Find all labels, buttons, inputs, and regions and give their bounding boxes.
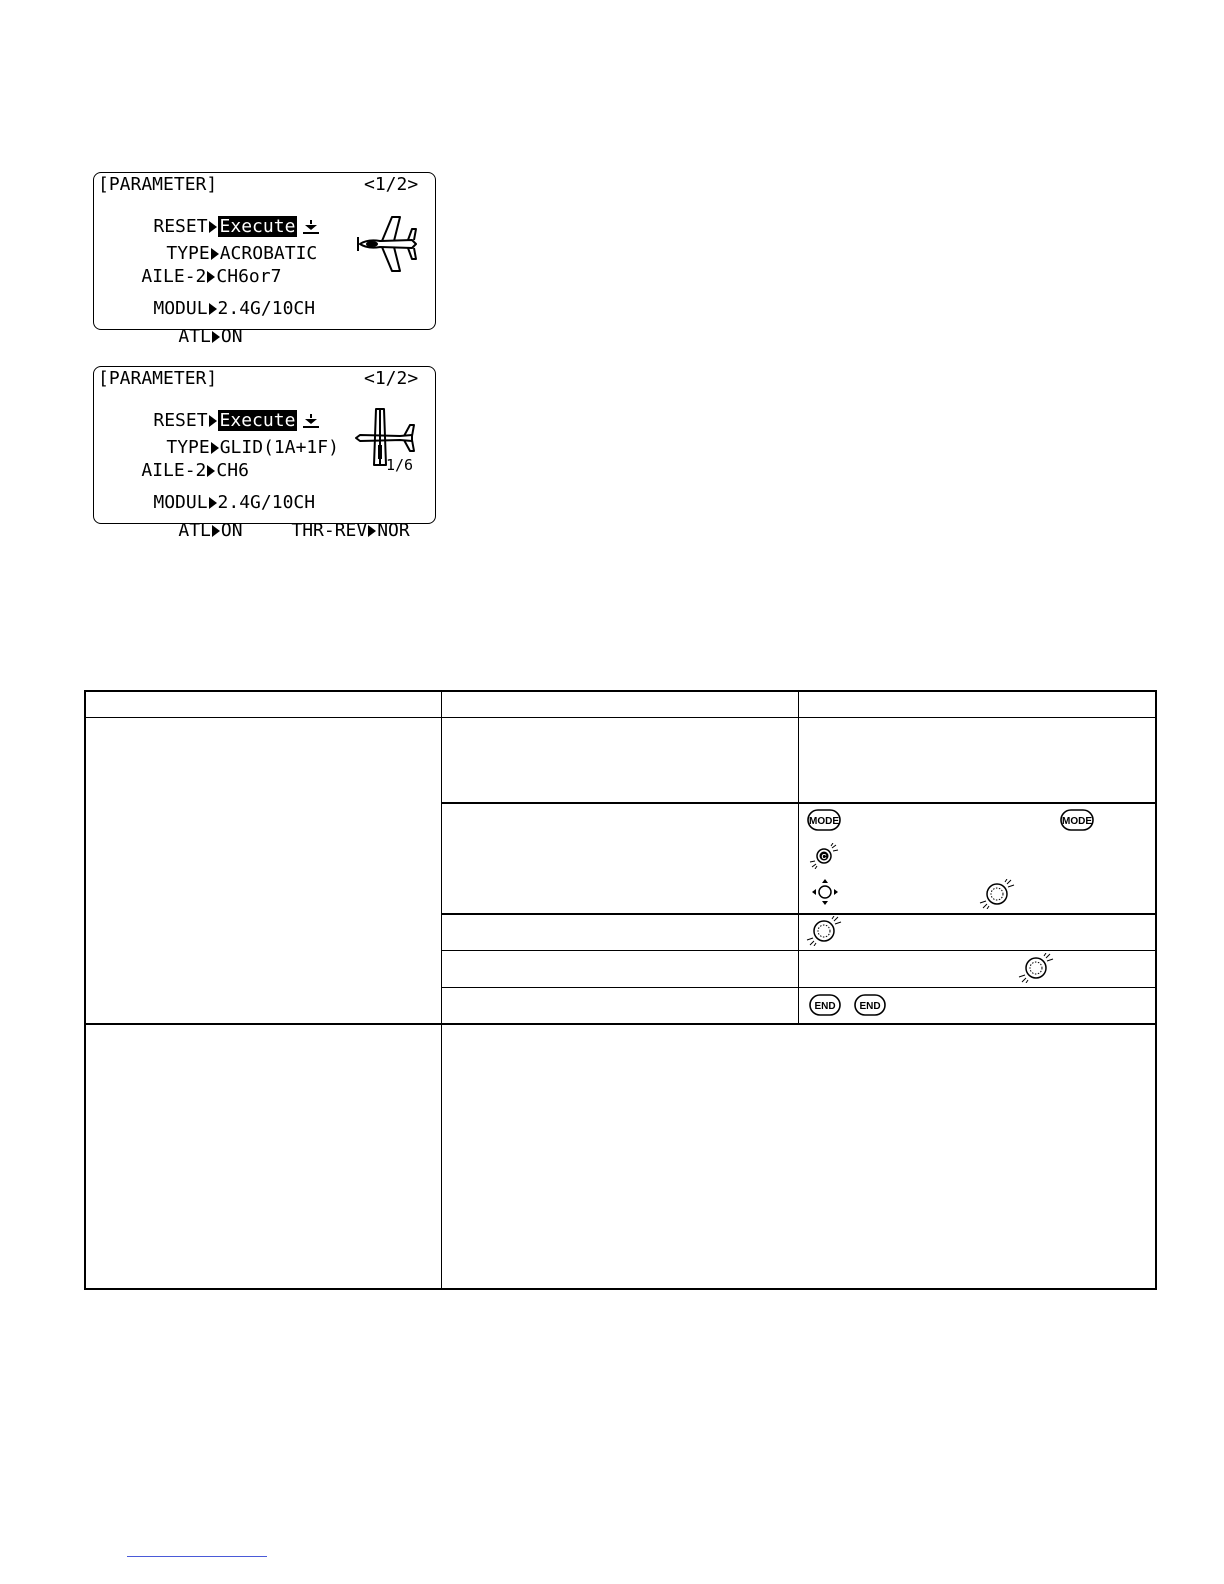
table-col-divider-1 bbox=[441, 690, 442, 1290]
modul-label: MODUL bbox=[153, 298, 208, 319]
aile2-value: CH6or7 bbox=[216, 266, 282, 287]
atl-row[interactable] bbox=[135, 501, 243, 561]
table-bottom-border bbox=[84, 1288, 1157, 1290]
table-header-divider bbox=[84, 717, 1157, 718]
footer-link-underline bbox=[127, 1556, 267, 1557]
dial-push-icon[interactable] bbox=[808, 843, 842, 869]
arrow-icon bbox=[212, 525, 220, 537]
atl-value: ON bbox=[220, 326, 243, 347]
page-indicator: <1/2> bbox=[364, 368, 419, 389]
end-key-icon[interactable] bbox=[854, 994, 886, 1016]
reset-label: RESET bbox=[153, 410, 208, 431]
atl-value: ON bbox=[220, 520, 243, 541]
end-key-icon[interactable] bbox=[809, 994, 841, 1016]
arrow-icon bbox=[212, 331, 220, 343]
reset-label: RESET bbox=[153, 216, 208, 237]
modul-value: 2.4G/10CH bbox=[217, 298, 316, 319]
screen-title: [PARAMETER] bbox=[98, 174, 218, 195]
fraction-label: 1/6 bbox=[386, 456, 414, 474]
aile2-label: AILE-2 bbox=[141, 266, 207, 287]
aile2-label: AILE-2 bbox=[141, 460, 207, 481]
screen-title: [PARAMETER] bbox=[98, 368, 218, 389]
table-row-divider bbox=[441, 987, 1157, 988]
type-label: TYPE bbox=[166, 243, 210, 264]
table-right-border bbox=[1155, 690, 1157, 1290]
rotary-dial-icon[interactable] bbox=[1017, 953, 1055, 983]
mode-key-icon[interactable] bbox=[807, 809, 841, 831]
arrow-icon bbox=[368, 525, 376, 537]
table-top-border bbox=[84, 690, 1157, 692]
mode-key-icon[interactable] bbox=[1060, 809, 1094, 831]
page-indicator: <1/2> bbox=[364, 174, 419, 195]
end-key-label: END bbox=[814, 1001, 836, 1012]
rotary-dial-icon[interactable] bbox=[978, 879, 1016, 909]
table-row-divider bbox=[441, 950, 1157, 951]
table-section-divider bbox=[84, 1023, 1157, 1025]
airplane-icon bbox=[354, 213, 420, 275]
table-row-divider bbox=[441, 802, 1157, 804]
table-row-divider bbox=[441, 913, 1157, 915]
table-col-divider-2 bbox=[798, 690, 799, 1024]
thr-rev-value: NOR bbox=[377, 520, 410, 541]
atl-label: ATL bbox=[178, 326, 211, 347]
thr-rev-row[interactable] bbox=[248, 501, 410, 561]
thr-rev-label: THR-REV bbox=[291, 520, 368, 541]
atl-row[interactable] bbox=[135, 307, 243, 367]
modul-value: 2.4G/10CH bbox=[217, 492, 316, 513]
type-label: TYPE bbox=[166, 437, 210, 458]
rotary-dial-icon[interactable] bbox=[805, 916, 843, 946]
table-left-border bbox=[84, 690, 86, 1290]
mode-key-label: MODE bbox=[809, 816, 839, 827]
modul-label: MODUL bbox=[153, 492, 208, 513]
end-key-label: END bbox=[859, 1001, 881, 1012]
direction-pad-icon[interactable] bbox=[811, 879, 839, 905]
type-value: ACROBATIC bbox=[219, 243, 318, 264]
svg-text:C: C bbox=[821, 854, 827, 861]
lcd-screen-glider bbox=[93, 366, 436, 541]
execute-value[interactable]: Execute bbox=[219, 410, 296, 431]
mode-key-label: MODE bbox=[1062, 816, 1092, 827]
atl-label: ATL bbox=[178, 520, 211, 541]
type-value: GLID(1A+1F) bbox=[219, 437, 339, 458]
lcd-screen-acrobatic bbox=[93, 172, 436, 347]
execute-value[interactable]: Execute bbox=[219, 216, 296, 237]
aile2-value: CH6 bbox=[216, 460, 249, 481]
